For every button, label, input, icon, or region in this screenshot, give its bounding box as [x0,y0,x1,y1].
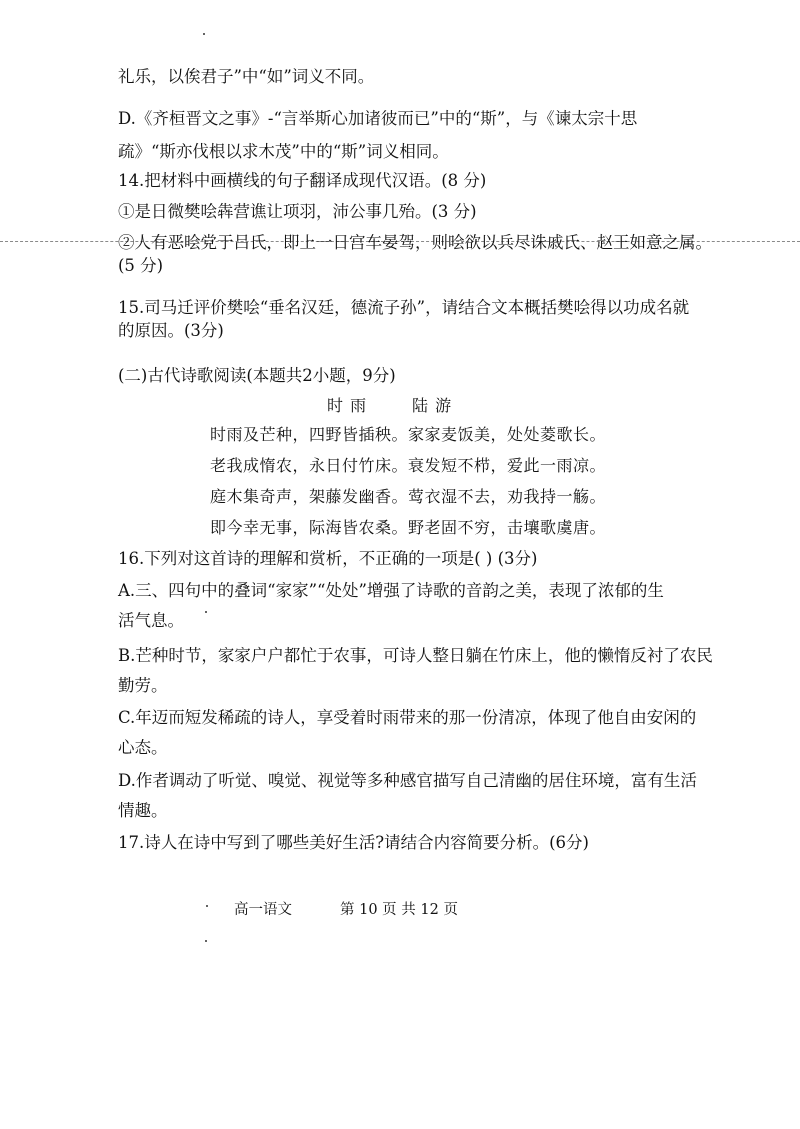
option-d-line-2: 疏》“斯亦伐根以求木茂”中的“斯”词义相同。 [118,142,449,161]
question-16-stem: 16.下列对这首诗的理解和赏析，不正确的一项是( ) (3分) [118,549,538,568]
question-15-line-2: 的原因。(3分) [118,321,224,340]
question-17: 17.诗人在诗中写到了哪些美好生活?请结合内容简要分析。(6分) [118,833,589,852]
scan-speck [206,905,208,907]
question-16-option-c-line-1: C.年迈而短发稀疏的诗人，享受着时雨带来的那一份清凉，体现了他自由安闲的 [118,708,697,727]
question-16-option-b-line-1: B.芒种时节，家家户户都忙于农事，可诗人整日躺在竹床上，他的懒惰反衬了农民 [118,646,713,665]
question-16-option-d-line-1: D.作者调动了听觉、嗅觉、视觉等多种感官描写自己清幽的居住环境，富有生活 [118,771,697,790]
question-14-part-2: ②人有恶哙党于吕氏，即上一日宫车晏驾，则哙欲以兵尽诛戚氏、赵王如意之属。 [118,233,712,252]
question-16-option-c-line-2: 心态。 [118,738,168,757]
poem-line-1: 时雨及芒种，四野皆插秧。家家麦饭美，处处菱歌长。 [210,425,607,444]
question-16-option-b-line-2: 勤劳。 [118,676,168,695]
poem-line-2: 老我成惰农，永日付竹床。衰发短不栉，爱此一雨凉。 [210,456,607,475]
question-16-option-a-line-1: A.三、四句中的叠词“家家”“处处”增强了诗歌的音韵之美，表现了浓郁的生 [118,581,664,600]
text-line-1: 礼乐，以俟君子”中“如”词义不同。 [118,67,375,86]
poem-title: 时 雨 [327,396,368,415]
question-15-line-1: 15.司马迁评价樊哙“垂名汉廷，德流子孙”，请结合文本概括樊哙得以功成名就 [118,298,690,317]
question-14: 14.把材料中画横线的句子翻译成现代汉语。(8 分) [118,171,487,190]
poem-line-4: 即今幸无事，际海皆农桑。野老固不穷，击壤歌虞唐。 [210,518,607,537]
footer-page-number: 第 10 页 共 12 页 [340,902,458,918]
scan-speck [205,940,207,942]
scan-speck [205,611,207,613]
question-16-option-d-line-2: 情趣。 [118,801,168,820]
question-16-option-a-line-2: 活气息。 [118,611,184,630]
poem-line-3: 庭木集奇声，架藤发幽香。莺衣湿不去，劝我持一觞。 [210,487,607,506]
question-14-part-2-score: (5 分) [118,256,164,275]
section-heading-poetry: (二)古代诗歌阅读(本题共2小题，9分) [118,366,396,385]
poem-author: 陆 游 [412,396,453,415]
footer-subject: 高一语文 [234,902,292,918]
option-d-line-1: D.《齐桓晋文之事》-“言举斯心加诸彼而已”中的“斯”，与《谏太宗十思 [118,109,638,128]
scan-speck [203,33,205,35]
question-14-part-1: ①是日微樊哙犇营谯让项羽，沛公事几殆。(3 分) [118,202,477,221]
